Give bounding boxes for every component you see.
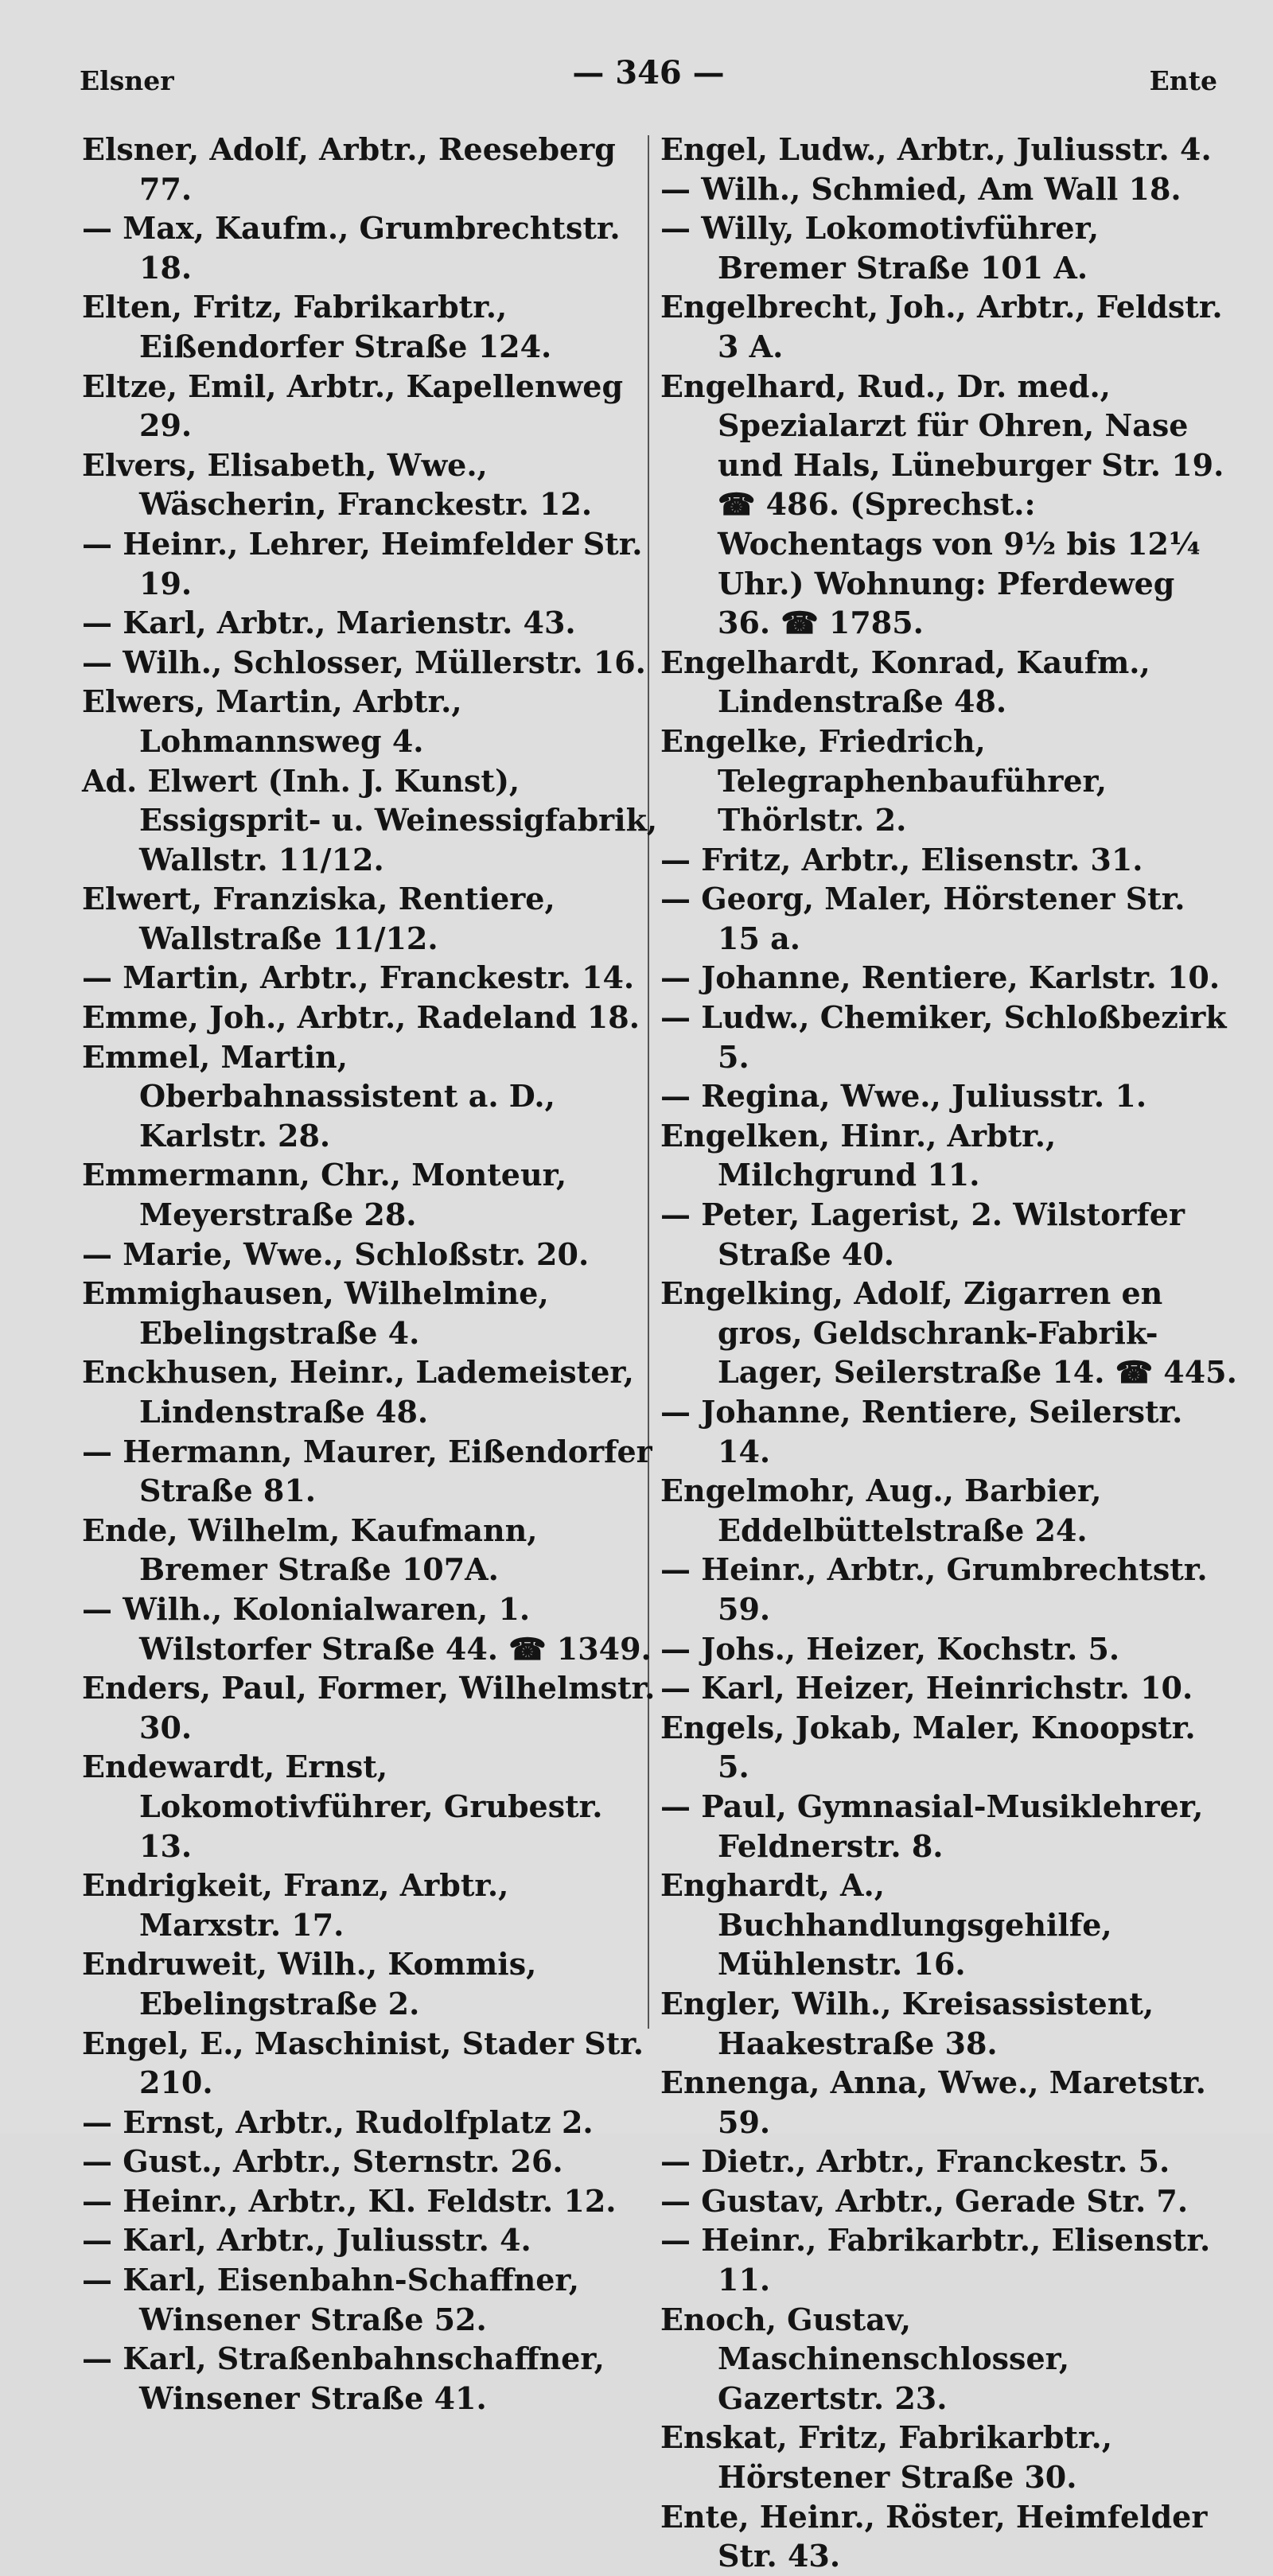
directory-entry: Engelmohr, Aug., Barbier, Eddelbüttelstraße 24. (660, 1473, 1102, 1548)
directory-entry: Engelhardt, Konrad, Kaufm., Lindenstraße 48. (660, 644, 1150, 720)
directory-entry: Engels, Jokab, Maler, Knoopstr. 5. (660, 1709, 1196, 1785)
directory-entry: — Dietr., Arbtr., Franckestr. 5. (660, 2143, 1170, 2180)
directory-entry: Enckhusen, Heinr., Lademeister, Lindenstraße 48. (82, 1354, 634, 1430)
directory-entry: Emme, Joh., Arbtr., Radeland 18. (82, 999, 640, 1036)
directory-entry: Emmighausen, Wilhelmine, Ebelingstraße 4. (82, 1275, 549, 1351)
directory-entry: — Fritz, Arbtr., Elisenstr. 31. (660, 841, 1143, 877)
directory-entry: — Georg, Maler, Hörstener Str. 15 a. (660, 881, 1185, 956)
directory-entry: — Gust., Arbtr., Sternstr. 26. (82, 2143, 563, 2180)
directory-entry: Enskat, Fritz, Fabrikarbtr., Hörstener Straße 30. (660, 2419, 1112, 2496)
directory-entry: Enghardt, A., Buchhandlungsgehilfe, Mühlenstr. 16. (660, 1867, 1112, 1983)
directory-entry: — Johs., Heizer, Kochstr. 5. (660, 1630, 1120, 1667)
directory-entry: Ende, Wilhelm, Kaufmann, Bremer Straße 107A. (82, 1512, 538, 1588)
directory-entry: — Hermann, Maurer, Eißendorfer Straße 81. (82, 1433, 652, 1509)
directory-entry: — Ludw., Chemiker, Schloßbezirk 5. (660, 999, 1227, 1075)
directory-entry: — Heinr., Fabrikarbtr., Elisenstr. 11. (660, 2222, 1211, 2298)
directory-entry: — Heinr., Lehrer, Heimfelder Str. 19. (82, 525, 643, 601)
directory-entry: Elsner, Adolf, Arbtr., Reeseberg 77. (82, 131, 616, 207)
directory-entry: — Ernst, Arbtr., Rudolfplatz 2. (82, 2103, 594, 2140)
directory-entry: Engelken, Hinr., Arbtr., Milchgrund 11. (660, 1117, 1057, 1193)
left-column (82, 130, 659, 2418)
directory-entry: Engel, E., Maschinist, Stader Str. 210. (82, 2025, 644, 2101)
directory-entry: — Regina, Wwe., Juliusstr. 1. (660, 1078, 1147, 1115)
directory-entry: — Karl, Heizer, Heinrichstr. 10. (660, 1670, 1193, 1706)
directory-entry: Elvers, Elisabeth, Wwe., Wäscherin, Franckestr. 12. (82, 446, 593, 523)
directory-entry: Engelbrecht, Joh., Arbtr., Feldstr. 3 A. (660, 289, 1223, 364)
directory-entry: Elten, Fritz, Fabrikarbtr., Eißendorfer Straße 124. (82, 289, 552, 364)
directory-entry: — Martin, Arbtr., Franckestr. 14. (82, 959, 635, 996)
right-column (660, 130, 1237, 2576)
directory-entry: — Wilh., Kolonialwaren, 1. Wilstorfer Straße 44. ☎ 1349. (82, 1590, 652, 1667)
directory-entry: Engelke, Friedrich, Telegraphenbauführer, Thörlstr. 2. (660, 722, 1108, 839)
directory-entry: — Willy, Lokomotivführer, Bremer Straße 101 A. (660, 210, 1100, 286)
directory-entry: — Gustav, Arbtr., Gerade Str. 7. (660, 2182, 1189, 2219)
directory-entry: — Johanne, Rentiere, Seilerstr. 14. (660, 1394, 1183, 1469)
directory-entry: Engler, Wilh., Kreisassistent, Haakestraße 38. (660, 1985, 1154, 2061)
directory-entry: Elwert, Franziska, Rentiere, Wallstraße 11/12. (82, 881, 555, 956)
directory-entry: — Heinr., Arbtr., Grumbrechtstr. 59. (660, 1551, 1208, 1627)
directory-entry: — Max, Kaufm., Grumbrechtstr. 18. (82, 210, 621, 286)
directory-entry: Ad. Elwert (Inh. J. Kunst), Essigsprit- u. Weinessigfabrik, Wallstr. 11/12. (82, 762, 658, 877)
directory-entry: Engel, Ludw., Arbtr., Juliusstr. 4. (660, 131, 1212, 167)
directory-entry: Enoch, Gustav, Maschinenschlosser, Gazertstr. 23. (660, 2301, 1070, 2416)
directory-entry: — Wilh., Schmied, Am Wall 18. (660, 170, 1182, 207)
directory-entry: Endewardt, Ernst, Lokomotivführer, Grubestr. 13. (82, 1749, 603, 1864)
directory-entry: — Karl, Arbtr., Juliusstr. 4. (82, 2222, 531, 2259)
directory-entry: Elwers, Martin, Arbtr., Lohmannsweg 4. (82, 683, 462, 759)
directory-entry: — Paul, Gymnasial-Musiklehrer, Feldnerstr. 8. (660, 1788, 1204, 1864)
header-left-keyword: Elsner (80, 65, 174, 96)
directory-entry: — Karl, Eisenbahn-Schaffner, Winsener Straße 52. (82, 2262, 579, 2337)
header-right-keyword: Ente (1149, 65, 1217, 96)
directory-entry: — Marie, Wwe., Schloßstr. 20. (82, 1235, 590, 1272)
page-number: — 346 — (572, 54, 725, 91)
directory-entry: Emmel, Martin, Oberbahnassistent a. D., Karlstr. 28. (82, 1038, 555, 1154)
directory-entry: Endruweit, Wilh., Kommis, Ebelingstraße 2. (82, 1946, 537, 2021)
directory-entry: — Karl, Straßenbahnschaffner, Winsener Straße 41. (82, 2341, 605, 2416)
directory-entry: Emmermann, Chr., Monteur, Meyerstraße 28. (82, 1157, 567, 1233)
directory-entry: — Johanne, Rentiere, Karlstr. 10. (660, 959, 1220, 996)
directory-entry: Endrigkeit, Franz, Arbtr., Marxstr. 17. (82, 1867, 509, 1943)
directory-entry: — Karl, Arbtr., Marienstr. 43. (82, 605, 576, 641)
directory-entry: Ennenga, Anna, Wwe., Maretstr. 59. (660, 2064, 1206, 2140)
directory-entry: — Heinr., Arbtr., Kl. Feldstr. 12. (82, 2182, 617, 2219)
directory-entry: — Wilh., Schlosser, Müllerstr. 16. (82, 644, 646, 680)
directory-entry: Engelhard, Rud., Dr. med., Spezialarzt für Ohren, Nase und Hals, Lüneburger Str. 19. ☎ 486. (Sprechst.: Wochentags von 9½ bis 12¼ Uhr.) Wohnung: Pferdeweg 36. ☎ 1785. (660, 368, 1224, 641)
directory-entry: Engelking, Adolf, Zigarren en gros, Geldschrank-Fabrik-Lager, Seilerstraße 14. ☎ 445. (660, 1275, 1237, 1391)
directory-entry: — Peter, Lagerist, 2. Wilstorfer Straße 40. (660, 1197, 1185, 1272)
directory-entry: Enders, Paul, Former, Wilhelmstr. 30. (82, 1670, 656, 1745)
directory-entry: Eltze, Emil, Arbtr., Kapellenweg 29. (82, 368, 624, 444)
directory-entry: Ente, Heinr., Röster, Heimfelder Str. 43. (660, 2498, 1208, 2574)
page-header (80, 48, 1217, 103)
